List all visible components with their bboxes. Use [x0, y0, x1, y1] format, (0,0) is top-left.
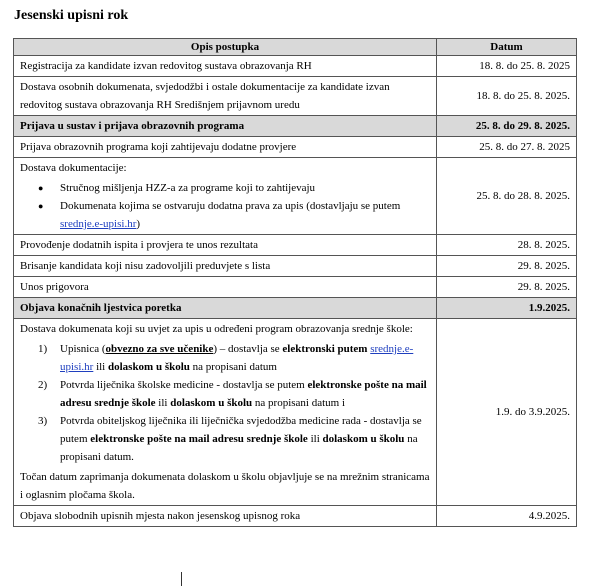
row-date: 29. 8. 2025.	[437, 256, 577, 277]
row-description: Prijava u sustav i prijava obrazovnih programa	[14, 116, 437, 137]
table-row	[14, 319, 577, 506]
row-description	[14, 158, 437, 235]
list-item-text: Stručnog mišljenja HZZ-a za programe koji to zahtijevaju	[60, 182, 316, 194]
list-number: 2)	[38, 379, 48, 391]
row-date: 28. 8. 2025.	[437, 235, 577, 256]
row-date: 25. 8. do 29. 8. 2025.	[437, 116, 577, 137]
text: ili	[307, 433, 323, 445]
documents-outro: Točan datum zaprimanja dokumenata dolaskom u školu objavljuje se na mrežnim stranicama i oglasnim pločama škola.	[20, 471, 430, 501]
list-item-text: Dokumenata kojima se ostvaruju dodatna prava za upis (dostavljaju se putem	[60, 200, 401, 212]
documentation-list	[20, 179, 430, 233]
text-bold: elektronske pošte na mail adresu srednje škole	[60, 379, 427, 409]
list-item	[20, 340, 430, 376]
text: ili	[93, 361, 108, 373]
schedule-table	[13, 38, 577, 527]
documents-intro: Dostava dokumenata koji su uvjet za upis u određeni program obrazovanja srednje škole:	[20, 323, 413, 335]
text: ili	[155, 397, 171, 409]
table-header-row	[14, 39, 577, 56]
table-row	[14, 158, 577, 235]
text: na propisani datum i	[252, 397, 346, 409]
text: Potvrda liječnika školske medicine - dostavlja se putem	[60, 379, 308, 391]
row-date: 25. 8. do 27. 8. 2025	[437, 137, 577, 158]
table-row	[14, 56, 577, 77]
text: na propisani datum.	[60, 433, 418, 463]
table-row-highlighted	[14, 298, 577, 319]
row-description: Provođenje dodatnih ispita i provjera te unos rezultata	[14, 235, 437, 256]
documentation-intro: Dostava dokumentacije:	[20, 162, 127, 174]
row-date: 25. 8. do 28. 8. 2025.	[437, 158, 577, 235]
list-item	[20, 197, 430, 233]
text-bold: dolaskom u školu	[107, 361, 190, 373]
e-upisi-link[interactable]: srednje.e-upisi.hr	[60, 218, 137, 230]
table-row	[14, 277, 577, 298]
row-date: 18. 8. do 25. 8. 2025	[437, 56, 577, 77]
row-description: Objava konačnih ljestvica poretka	[14, 298, 437, 319]
text-bold: dolaskom u školu	[322, 433, 405, 445]
page-divider-line	[181, 572, 182, 586]
document-title: Jesenski upisni rok	[14, 8, 129, 23]
row-date: 4.9.2025.	[437, 506, 577, 527]
documents-list	[20, 340, 430, 466]
row-date: 18. 8. do 25. 8. 2025.	[437, 77, 577, 116]
row-description: Registracija za kandidate izvan redovitog sustava obrazovanja RH	[14, 56, 437, 77]
row-description: Brisanje kandidata koji nisu zadovoljili preduvjete s lista	[14, 256, 437, 277]
table-row	[14, 256, 577, 277]
e-upisi-link[interactable]: srednje.e-upisi.hr	[60, 343, 414, 373]
list-number: 1)	[38, 343, 48, 355]
table-row	[14, 77, 577, 116]
table-row	[14, 235, 577, 256]
row-date: 1.9.2025.	[437, 298, 577, 319]
row-date: 29. 8. 2025.	[437, 277, 577, 298]
text-bold: dolaskom u školu	[170, 397, 253, 409]
text: Upisnica (	[60, 343, 106, 355]
row-date: 1.9. do 3.9.2025.	[437, 319, 577, 506]
row-description: Prijava obrazovnih programa koji zahtijevaju dodatne provjere	[14, 137, 437, 158]
list-item	[20, 412, 430, 466]
text-bold: obvezno za sve učenike	[105, 343, 214, 355]
list-item-text: )	[136, 218, 141, 230]
text-bold: elektronske pošte na mail adresu srednje škole	[90, 433, 308, 445]
row-description: Objava slobodnih upisnih mjesta nakon jesenskog upisnog roka	[14, 506, 437, 527]
column-header-description: Opis postupka	[14, 39, 437, 56]
table-row	[14, 137, 577, 158]
text: Potvrda obiteljskog liječnika ili liječnička svjedodžba medicine rada - dostavlja se putem	[60, 415, 422, 445]
row-description: Dostava osobnih dokumenata, svjedodžbi i ostale dokumentacije za kandidate izvan redovitog sustava obrazovanja RH Središnjem prijavnom uredu	[14, 77, 437, 116]
text-bold: elektronski putem	[282, 343, 368, 355]
column-header-date: Datum	[437, 39, 577, 56]
list-item	[20, 376, 430, 412]
table-row	[14, 506, 577, 527]
table-row-highlighted	[14, 116, 577, 137]
text: na propisani datum	[189, 361, 277, 373]
row-description	[14, 319, 437, 506]
row-description: Unos prigovora	[14, 277, 437, 298]
text: ) – dostavlja se	[213, 343, 283, 355]
list-item	[20, 179, 430, 197]
list-number: 3)	[38, 415, 48, 427]
